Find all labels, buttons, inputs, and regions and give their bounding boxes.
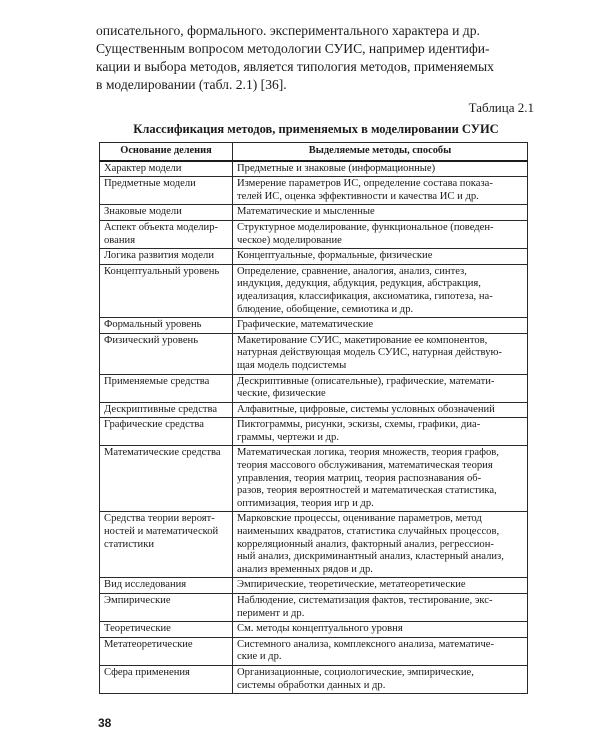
- row-methods: Математические и мысленные: [233, 205, 528, 221]
- intro-line: в моделировании (табл. 2.1) [36].: [96, 77, 287, 92]
- row-methods: Концептуальные, формальные, физические: [233, 249, 528, 265]
- header-category: Основание деления: [100, 143, 233, 161]
- row-category: Эмпирические: [100, 594, 233, 622]
- row-category: Применяемые средства: [100, 374, 233, 402]
- table-row: [100, 637, 528, 665]
- intro-line: кации и выбора методов, является типология методов, применяемых: [96, 59, 494, 74]
- table-row: [100, 318, 528, 334]
- row-methods: Системного анализа, комплексного анализа, математиче- ские и др.: [233, 637, 528, 665]
- row-methods: См. методы концептуального уровня: [233, 622, 528, 638]
- row-methods: Алфавитные, цифровые, системы условных обозначений: [233, 402, 528, 418]
- row-methods: Математическая логика, теория множеств, теория графов, теория массового обслуживания, математическая теория управления, теория матриц, теория распознавания об- разов, теория вероятностей и математическая статистика, оптимизация, теория игр и др.: [233, 446, 528, 512]
- row-methods: Структурное моделирование, функциональное (поведен- ческое) моделирование: [233, 220, 528, 248]
- row-category: Аспект объекта моделир- ования: [100, 220, 233, 248]
- intro-line: Существенным вопросом методологии СУИС, например идентифи-: [96, 41, 490, 56]
- row-methods: Пиктограммы, рисунки, эскизы, схемы, графики, диа- граммы, чертежи и др.: [233, 418, 528, 446]
- row-methods: Наблюдение, систематизация фактов, тестирование, экс- перимент и др.: [233, 594, 528, 622]
- row-methods: Предметные и знаковые (информационные): [233, 161, 528, 177]
- methods-table: [99, 142, 528, 694]
- row-methods: Дескриптивные (описательные), графические, математи- ческие, физические: [233, 374, 528, 402]
- table-row: [100, 220, 528, 248]
- row-category: Вид исследования: [100, 578, 233, 594]
- page-number: 38: [98, 716, 112, 730]
- table-body: [100, 161, 528, 694]
- intro-paragraph: [96, 22, 528, 94]
- table-row: [100, 177, 528, 205]
- table-row: [100, 402, 528, 418]
- row-category: Метатеоретические: [100, 637, 233, 665]
- row-category: Формальный уровень: [100, 318, 233, 334]
- row-methods: Определение, сравнение, аналогия, анализ, синтез, индукция, дедукция, абдукция, редукция, абстракция, идеализация, классификация, аксиоматика, гипотеза, на- блюдение, обобщение, семиотика и др.: [233, 264, 528, 317]
- header-methods: Выделяемые методы, способы: [233, 143, 528, 161]
- table-row: [100, 512, 528, 578]
- row-methods: Макетирование СУИС, макетирование ее компонентов, натурная действующая модель СУИС, натурная действую- щая модель подсистемы: [233, 333, 528, 374]
- row-methods: Эмпирические, теоретические, метатеоретические: [233, 578, 528, 594]
- table-row: [100, 594, 528, 622]
- table-row: [100, 578, 528, 594]
- table-row: [100, 665, 528, 693]
- row-category: Теоретические: [100, 622, 233, 638]
- row-category: Дескриптивные средства: [100, 402, 233, 418]
- table-row: [100, 333, 528, 374]
- row-methods: Марковские процессы, оценивание параметров, метод наименьших квадратов, статистика случайных процессов, корреляционный анализ, факторный анализ, регрессион- ный анализ, дискриминантный анализ, кластерный анализ, анализ временных рядов и др.: [233, 512, 528, 578]
- table-row: [100, 622, 528, 638]
- row-category: Средства теории вероят- ностей и математической статистики: [100, 512, 233, 578]
- row-category: Математические средства: [100, 446, 233, 512]
- intro-line: описательного, формального. экспериментального характера и др.: [96, 23, 480, 38]
- row-category: Графические средства: [100, 418, 233, 446]
- row-category: Предметные модели: [100, 177, 233, 205]
- table-row: [100, 446, 528, 512]
- row-category: Физический уровень: [100, 333, 233, 374]
- table-header-row: [100, 143, 528, 161]
- table-label: Таблица 2.1: [468, 100, 534, 115]
- row-category: Логика развития модели: [100, 249, 233, 265]
- table-row: [100, 205, 528, 221]
- row-category: Характер модели: [100, 161, 233, 177]
- row-methods: Измерение параметров ИС, определение состава показа- телей ИС, оценка эффективности и качества ИС и др.: [233, 177, 528, 205]
- row-category: Сфера применения: [100, 665, 233, 693]
- row-category: Концептуальный уровень: [100, 264, 233, 317]
- row-methods: Организационные, социологические, эмпирические, системы обработки данных и др.: [233, 665, 528, 693]
- table-row: [100, 374, 528, 402]
- row-methods: Графические, математические: [233, 318, 528, 334]
- table-row: [100, 264, 528, 317]
- table-row: [100, 249, 528, 265]
- table-row: [100, 418, 528, 446]
- table-row: [100, 161, 528, 177]
- table-title: Классификация методов, применяемых в моделировании СУИС: [133, 122, 499, 136]
- row-category: Знаковые модели: [100, 205, 233, 221]
